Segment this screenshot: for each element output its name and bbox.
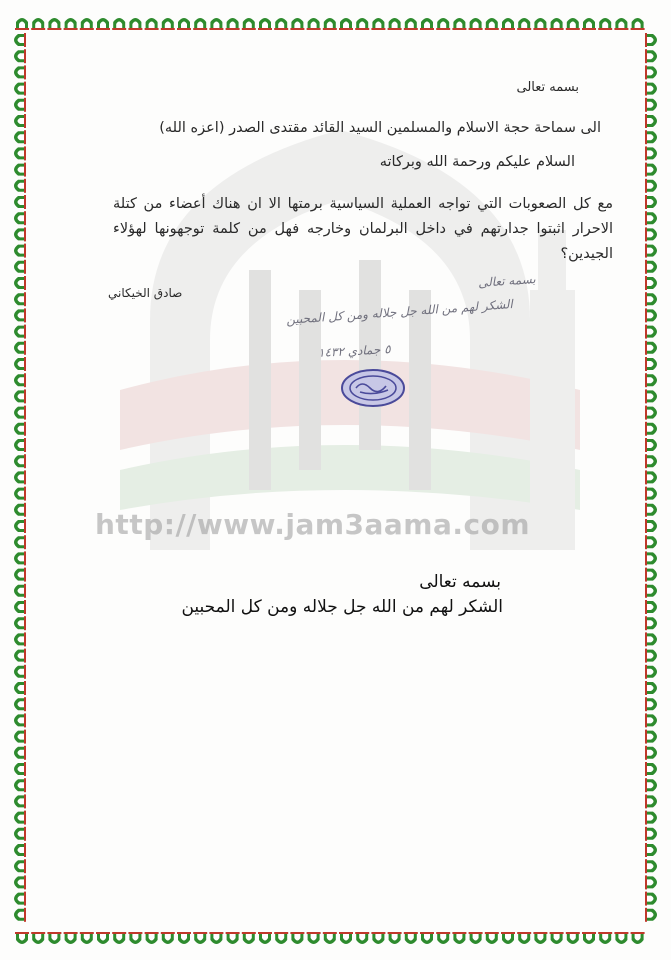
border-motif-icon [14, 762, 26, 776]
border-motif-icon [112, 18, 126, 30]
border-motif-icon [31, 932, 45, 944]
border-motif-icon [645, 730, 657, 744]
border-motif-icon [307, 18, 321, 30]
reply-title: بسمه تعالى [419, 572, 501, 592]
border-motif-icon [47, 932, 61, 944]
border-motif-icon [14, 551, 26, 565]
border-motif-icon [14, 746, 26, 760]
watermark-url: http://www.jam3aama.com [95, 508, 530, 541]
border-motif-icon [209, 932, 223, 944]
border-motif-icon [598, 932, 612, 944]
border-motif-icon [14, 875, 26, 889]
border-motif-icon [645, 519, 657, 533]
border-motif-icon [501, 18, 515, 30]
letter-sender: صادق الخيكاني [108, 286, 183, 300]
border-motif-icon [420, 932, 434, 944]
border-motif-icon [14, 535, 26, 549]
border-motif-icon [15, 932, 29, 944]
border-motif-icon [645, 82, 657, 96]
border-motif-icon [645, 211, 657, 225]
handwritten-line-2: الشكر لهم من الله جل جلاله ومن كل المحبين [285, 297, 514, 327]
border-motif-icon [469, 18, 483, 30]
border-motif-icon [226, 932, 240, 944]
border-motif-icon [645, 341, 657, 355]
border-motif-icon [645, 892, 657, 906]
border-motif-icon [355, 18, 369, 30]
border-motif-icon [14, 892, 26, 906]
border-motif-icon [645, 195, 657, 209]
border-motif-icon [645, 114, 657, 128]
border-motif-icon [645, 713, 657, 727]
border-motif-icon [645, 98, 657, 112]
border-motif-icon [645, 908, 657, 922]
border-motif-icon [645, 746, 657, 760]
border-motif-icon [645, 65, 657, 79]
border-motif-icon [645, 422, 657, 436]
border-motif-icon [582, 932, 596, 944]
border-motif-icon [14, 827, 26, 841]
border-motif-icon [645, 470, 657, 484]
border-motif-icon [242, 18, 256, 30]
border-motif-icon [80, 932, 94, 944]
border-motif-icon [645, 227, 657, 241]
border-motif-icon [145, 932, 159, 944]
border-motif-icon [14, 179, 26, 193]
border-motif-icon [452, 932, 466, 944]
border-motif-icon [645, 584, 657, 598]
border-motif-icon [436, 18, 450, 30]
border-motif-icon [112, 932, 126, 944]
border-motif-icon [14, 389, 26, 403]
border-motif-icon [161, 18, 175, 30]
border-motif-icon [404, 18, 418, 30]
border-motif-icon [14, 130, 26, 144]
border-motif-icon [14, 49, 26, 63]
border-motif-icon [550, 18, 564, 30]
border-motif-icon [47, 18, 61, 30]
border-motif-icon [258, 932, 272, 944]
border-motif-icon [14, 859, 26, 873]
border-motif-icon [14, 341, 26, 355]
border-motif-icon [193, 18, 207, 30]
border-motif-icon [80, 18, 94, 30]
border-motif-icon [645, 179, 657, 193]
border-motif-icon [209, 18, 223, 30]
border-motif-icon [274, 18, 288, 30]
border-motif-icon [566, 18, 580, 30]
border-motif-icon [614, 932, 628, 944]
border-motif-icon [645, 244, 657, 258]
border-motif-icon [96, 18, 110, 30]
border-motif-icon [14, 98, 26, 112]
border-motif-icon [645, 535, 657, 549]
border-motif-icon [14, 163, 26, 177]
border-motif-icon [645, 33, 657, 47]
border-motif-icon [404, 932, 418, 944]
handwritten-line-1: بسمه تعالى [477, 272, 537, 290]
border-motif-icon [14, 438, 26, 452]
letter-bismillah: بسمه تعالى [516, 80, 579, 95]
border-motif-icon [14, 422, 26, 436]
border-motif-icon [14, 778, 26, 792]
border-motif-icon [14, 260, 26, 274]
border-motif-icon [645, 487, 657, 501]
border-motif-icon [645, 762, 657, 776]
border-motif-icon [645, 373, 657, 387]
border-motif-icon [533, 932, 547, 944]
border-motif-icon [645, 308, 657, 322]
border-motif-icon [14, 82, 26, 96]
border-motif-icon [64, 18, 78, 30]
border-motif-icon [339, 18, 353, 30]
border-motif-icon [14, 227, 26, 241]
border-motif-icon [645, 163, 657, 177]
border-motif-icon [371, 932, 385, 944]
border-motif-icon [14, 908, 26, 922]
border-motif-icon [533, 18, 547, 30]
border-motif-icon [469, 932, 483, 944]
seal-stamp-icon [340, 368, 406, 408]
border-motif-icon [14, 325, 26, 339]
border-motif-icon [14, 600, 26, 614]
border-motif-icon [645, 146, 657, 160]
border-motif-icon [14, 649, 26, 663]
border-motif-icon [14, 503, 26, 517]
border-motif-icon [420, 18, 434, 30]
border-motif-icon [645, 827, 657, 841]
border-motif-icon [290, 932, 304, 944]
border-motif-icon [323, 932, 337, 944]
border-motif-icon [274, 932, 288, 944]
border-motif-icon [645, 325, 657, 339]
border-motif-icon [517, 932, 531, 944]
border-motif-icon [582, 18, 596, 30]
border-motif-icon [436, 932, 450, 944]
border-motif-icon [290, 18, 304, 30]
border-motif-icon [645, 811, 657, 825]
border-motif-icon [177, 18, 191, 30]
border-motif-icon [645, 260, 657, 274]
border-motif-icon [14, 616, 26, 630]
border-motif-icon [31, 18, 45, 30]
border-motif-icon [339, 932, 353, 944]
border-motif-icon [631, 18, 645, 30]
border-motif-icon [307, 932, 321, 944]
border-motif-icon [645, 292, 657, 306]
border-motif-icon [645, 649, 657, 663]
border-motif-icon [645, 600, 657, 614]
border-motif-icon [14, 568, 26, 582]
border-motif-icon [14, 681, 26, 695]
border-motif-icon [645, 632, 657, 646]
border-motif-icon [566, 932, 580, 944]
border-motif-icon [96, 932, 110, 944]
border-motif-icon [226, 18, 240, 30]
border-motif-icon [371, 18, 385, 30]
border-motif-icon [242, 932, 256, 944]
border-motif-icon [14, 65, 26, 79]
border-motif-icon [128, 932, 142, 944]
border-motif-icon [323, 18, 337, 30]
border-motif-icon [645, 49, 657, 63]
border-motif-icon [14, 487, 26, 501]
border-motif-icon [14, 697, 26, 711]
border-motif-icon [14, 406, 26, 420]
border-motif-icon [14, 357, 26, 371]
border-motif-icon [355, 932, 369, 944]
border-motif-icon [14, 454, 26, 468]
border-motif-icon [14, 843, 26, 857]
border-motif-icon [14, 244, 26, 258]
border-motif-icon [193, 932, 207, 944]
letter-body: مع كل الصعوبات التي تواجه العملية السياسية برمتها الا ان هناك أعضاء من كتلة الاحرار اثبتوا جدارتهم في داخل البرلمان وخارجه فهل من كلمة توجهونها لهؤلاء الجيدين؟ [113, 196, 613, 262]
border-motif-icon [14, 276, 26, 290]
border-motif-icon [645, 406, 657, 420]
border-motif-icon [145, 18, 159, 30]
border-motif-icon [14, 308, 26, 322]
border-motif-icon [614, 18, 628, 30]
border-motif-icon [645, 357, 657, 371]
border-motif-icon [501, 932, 515, 944]
border-motif-icon [258, 18, 272, 30]
border-motif-icon [14, 211, 26, 225]
border-motif-icon [645, 438, 657, 452]
border-motif-icon [598, 18, 612, 30]
border-motif-icon [485, 932, 499, 944]
border-motif-icon [14, 665, 26, 679]
border-motif-icon [645, 778, 657, 792]
border-motif-icon [645, 697, 657, 711]
border-motif-icon [14, 470, 26, 484]
border-motif-icon [14, 713, 26, 727]
border-motif-icon [550, 932, 564, 944]
border-motif-icon [645, 681, 657, 695]
border-motif-icon [177, 932, 191, 944]
border-motif-icon [14, 114, 26, 128]
handwritten-date: ٥ جمادي ١٤٣٢ [317, 342, 391, 360]
border-motif-icon [14, 794, 26, 808]
letter-greeting: السلام عليكم ورحمة الله وبركاته [379, 154, 575, 170]
border-motif-icon [645, 665, 657, 679]
border-motif-icon [631, 932, 645, 944]
border-motif-icon [388, 18, 402, 30]
border-motif-icon [14, 33, 26, 47]
border-motif-icon [645, 568, 657, 582]
border-motif-icon [14, 632, 26, 646]
border-motif-icon [645, 794, 657, 808]
border-motif-icon [645, 551, 657, 565]
border-motif-icon [645, 616, 657, 630]
border-motif-icon [645, 843, 657, 857]
border-motif-icon [14, 146, 26, 160]
border-motif-icon [14, 292, 26, 306]
border-motif-icon [14, 730, 26, 744]
border-motif-icon [14, 195, 26, 209]
border-motif-icon [645, 130, 657, 144]
border-motif-icon [14, 811, 26, 825]
border-motif-icon [452, 18, 466, 30]
border-motif-icon [128, 18, 142, 30]
border-motif-icon [645, 503, 657, 517]
border-motif-icon [14, 519, 26, 533]
border-motif-icon [485, 18, 499, 30]
border-motif-icon [645, 859, 657, 873]
border-motif-icon [388, 932, 402, 944]
border-motif-icon [15, 18, 29, 30]
border-motif-icon [161, 932, 175, 944]
letter-addressee: الى سماحة حجة الاسلام والمسلمين السيد القائد مقتدى الصدر (اعزه الله) [159, 120, 601, 136]
border-motif-icon [645, 389, 657, 403]
border-motif-icon [14, 584, 26, 598]
border-motif-icon [517, 18, 531, 30]
reply-body: الشكر لهم من الله جل جلاله ومن كل المحبين [181, 597, 503, 617]
border-motif-icon [64, 932, 78, 944]
border-motif-icon [645, 875, 657, 889]
border-motif-icon [14, 373, 26, 387]
border-motif-icon [645, 276, 657, 290]
border-motif-icon [645, 454, 657, 468]
